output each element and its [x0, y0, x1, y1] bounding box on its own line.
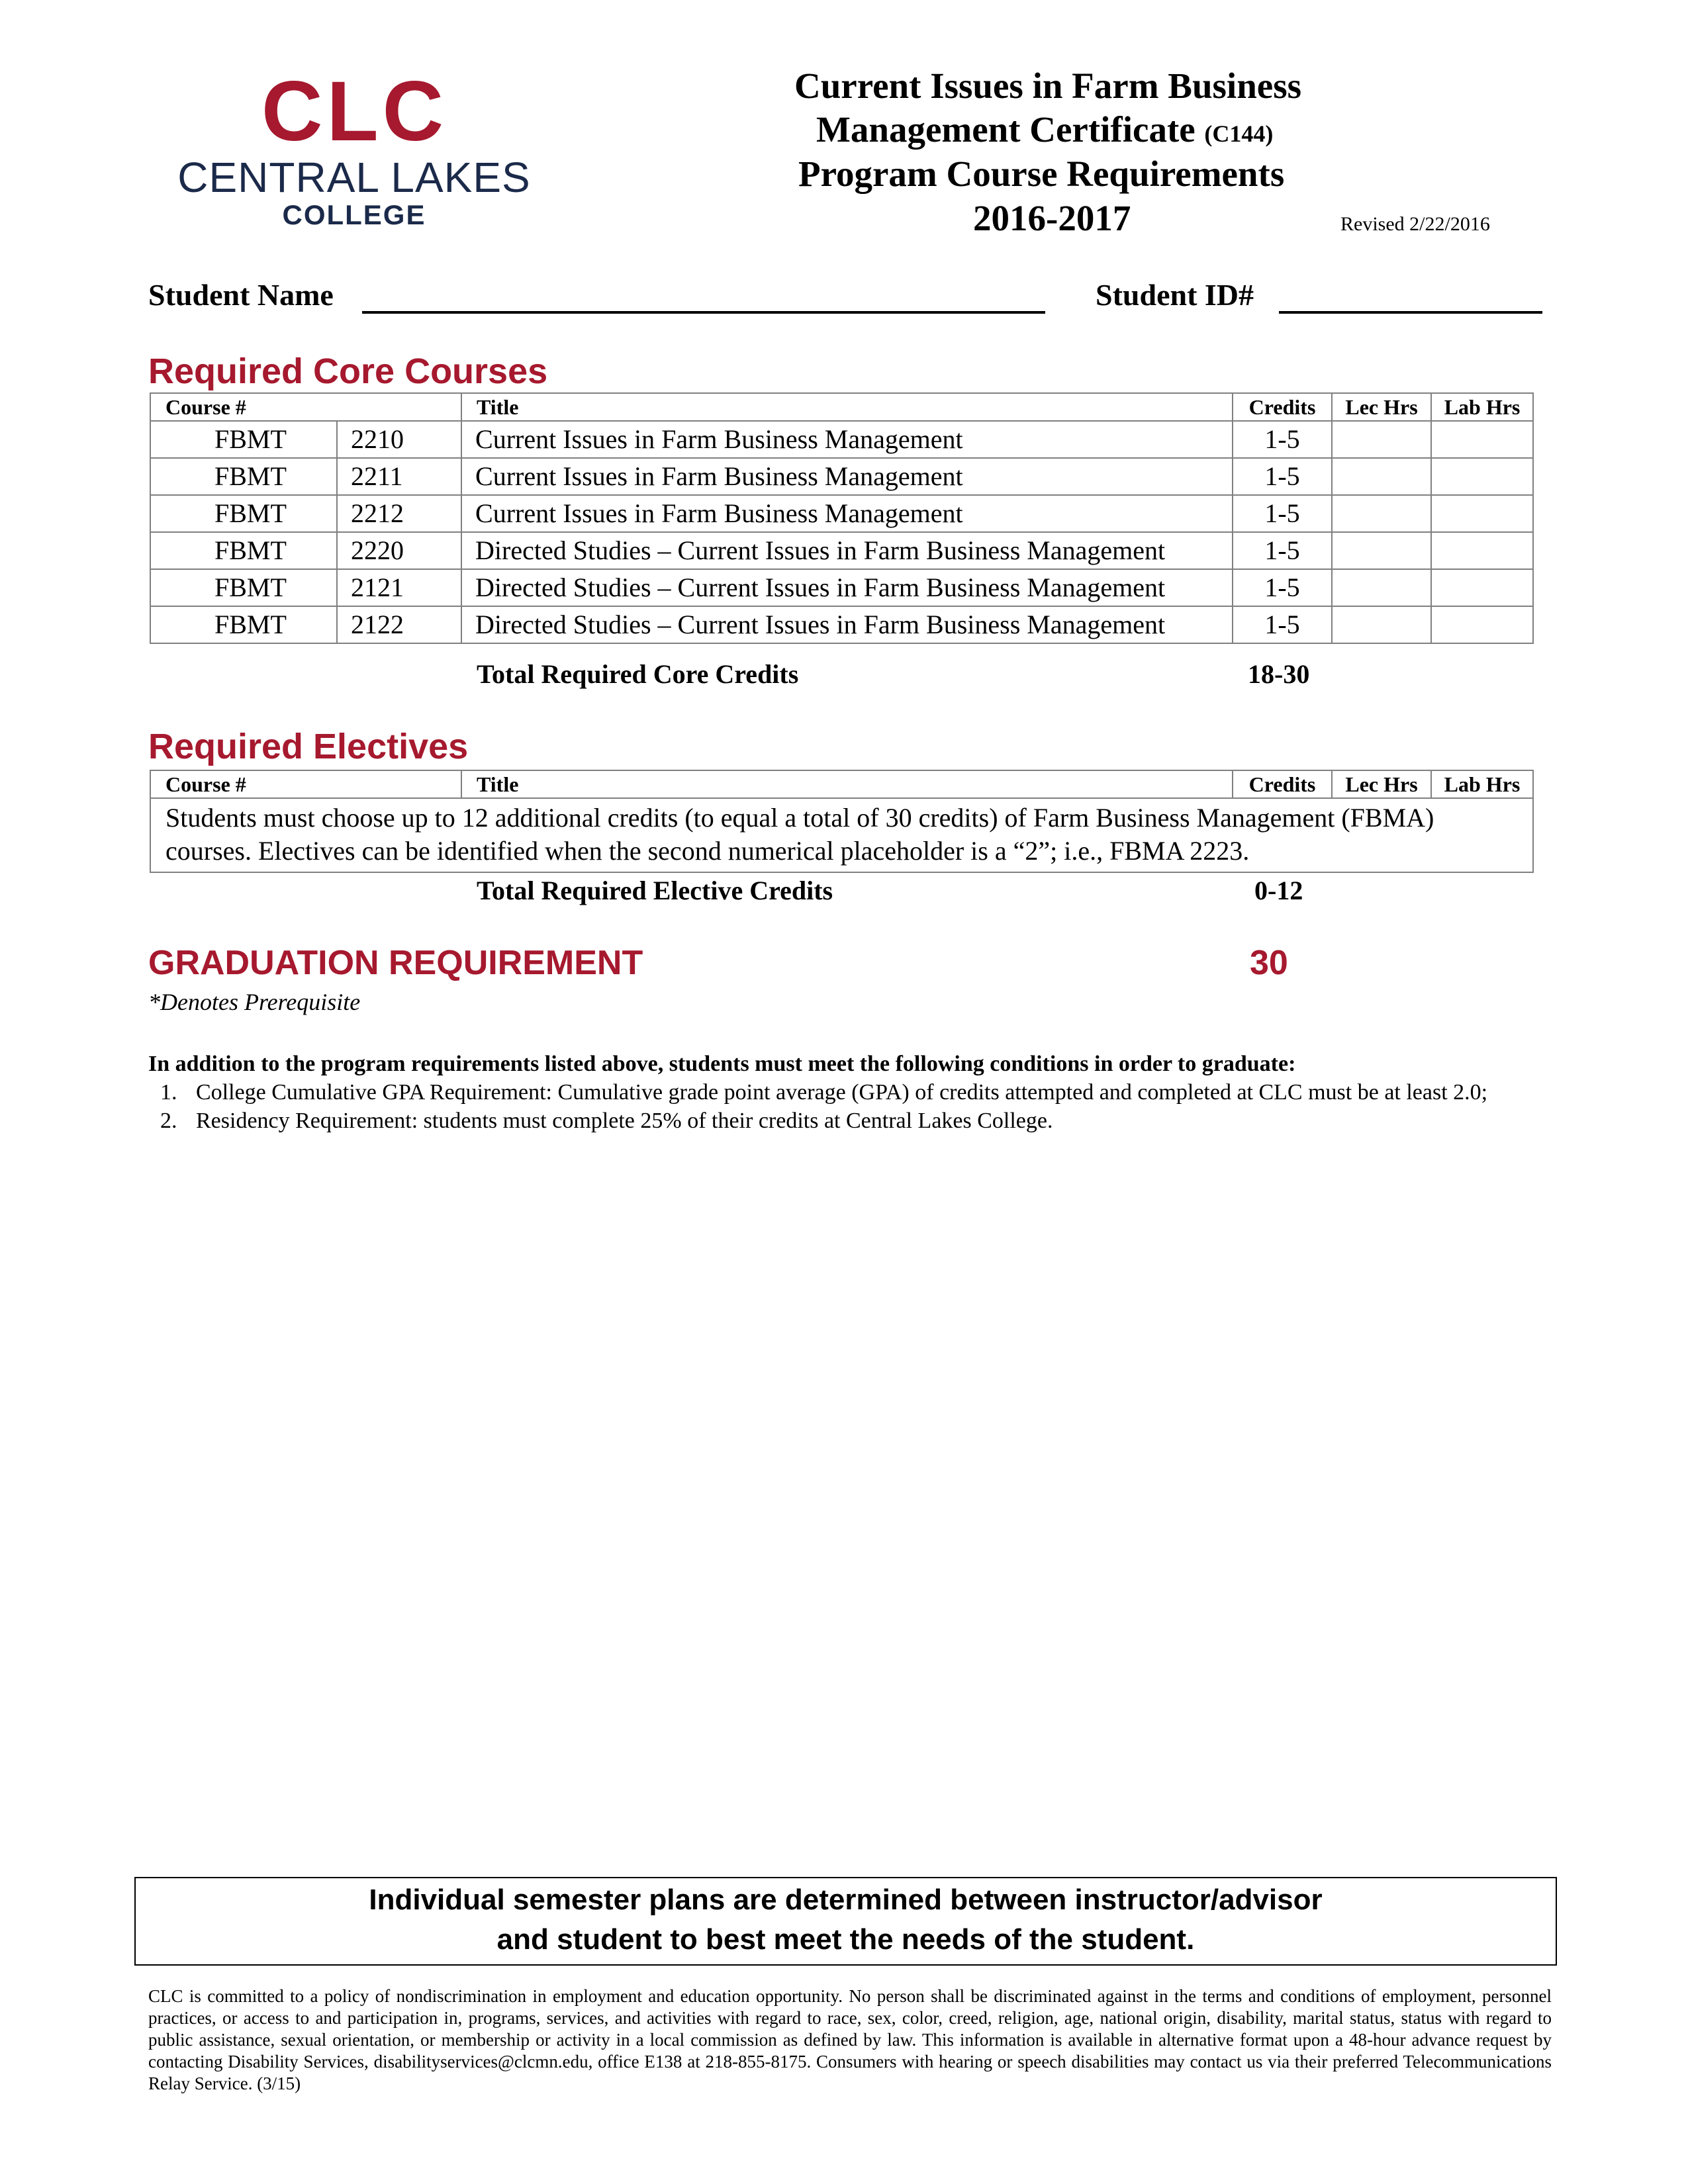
- course-lec-hrs: [1332, 532, 1431, 569]
- college-logo: [169, 64, 539, 235]
- course-lec-hrs: [1332, 495, 1431, 532]
- col-lab-hrs: Lab Hrs: [1431, 770, 1533, 798]
- course-lab-hrs: [1431, 458, 1533, 495]
- title-line-2: [816, 109, 1273, 155]
- check-cell: [150, 606, 214, 643]
- plan-line-2: and student to best meet the needs of the student.: [496, 1923, 1195, 1956]
- col-credits: Credits: [1233, 770, 1332, 798]
- table-row: [150, 458, 1533, 495]
- logo-mark: CLC: [261, 64, 448, 159]
- catalog-year: 2016-2017: [973, 198, 1131, 238]
- item-text: College Cumulative GPA Requirement: Cumulative grade point average (GPA) of credits attempted and completed at CLC must be at least 2.0;: [196, 1080, 1488, 1105]
- check-cell: [150, 495, 214, 532]
- course-lec-hrs: [1332, 458, 1431, 495]
- course-subject: FBMT: [214, 606, 337, 643]
- course-number: 2212: [337, 495, 461, 532]
- title-line-2-text: Management Certificate: [816, 109, 1196, 150]
- table-row: [150, 569, 1533, 606]
- table-row: [150, 421, 1533, 458]
- course-credits: 1-5: [1233, 606, 1332, 643]
- student-id-field[interactable]: [1279, 278, 1542, 314]
- list-item: [148, 1078, 1548, 1107]
- course-lec-hrs: [1332, 421, 1431, 458]
- col-title: Title: [461, 393, 1233, 421]
- electives-total-value: 0-12: [1254, 876, 1303, 905]
- logo-sub: COLLEGE: [282, 199, 426, 230]
- revised-date: Revised 2/22/2016: [1340, 213, 1490, 235]
- table-row: [150, 532, 1533, 569]
- electives-table: [150, 770, 1534, 873]
- logo-name: CENTRAL LAKES: [177, 154, 531, 201]
- course-credits: 1-5: [1233, 421, 1332, 458]
- conditions-intro: In addition to the program requirements listed above, students must meet the following conditions in order to graduate:: [148, 1052, 1296, 1076]
- check-cell: [150, 458, 214, 495]
- electives-total-label: Total Required Elective Credits: [477, 876, 833, 905]
- course-title: Directed Studies – Current Issues in Farm Business Management: [461, 532, 1233, 569]
- core-courses-table: [150, 392, 1534, 644]
- course-number: 2122: [337, 606, 461, 643]
- plan-line-1: Individual semester plans are determined between instructor/advisor: [369, 1884, 1323, 1916]
- prerequisite-note: *Denotes Prerequisite: [148, 989, 361, 1015]
- course-credits: 1-5: [1233, 458, 1332, 495]
- course-number: 2211: [337, 458, 461, 495]
- course-subject: FBMT: [214, 458, 337, 495]
- course-subject: FBMT: [214, 421, 337, 458]
- check-cell: [150, 569, 214, 606]
- col-course: Course #: [150, 393, 461, 421]
- check-cell: [150, 532, 214, 569]
- course-credits: 1-5: [1233, 569, 1332, 606]
- check-cell: [150, 421, 214, 458]
- conditions-list: [148, 1078, 1548, 1135]
- student-id-label: Student ID#: [1096, 278, 1254, 312]
- graduation-requirement-value: 30: [1250, 944, 1288, 982]
- program-code: (C144): [1204, 120, 1274, 147]
- course-number: 2210: [337, 421, 461, 458]
- course-lab-hrs: [1431, 495, 1533, 532]
- list-item: [148, 1107, 1548, 1135]
- course-lab-hrs: [1431, 569, 1533, 606]
- col-course: Course #: [150, 770, 461, 798]
- course-subject: FBMT: [214, 532, 337, 569]
- course-lab-hrs: [1431, 606, 1533, 643]
- col-title: Title: [461, 770, 1233, 798]
- table-row: [150, 606, 1533, 643]
- item-number: 1.: [160, 1080, 177, 1105]
- item-number: 2.: [160, 1109, 177, 1133]
- title-line-3: Program Course Requirements: [798, 154, 1285, 194]
- electives-table-header: [150, 770, 1533, 798]
- electives-heading: Required Electives: [148, 727, 469, 766]
- course-lec-hrs: [1332, 606, 1431, 643]
- course-credits: 1-5: [1233, 532, 1332, 569]
- course-number: 2220: [337, 532, 461, 569]
- core-heading: Required Core Courses: [148, 351, 548, 391]
- course-number: 2121: [337, 569, 461, 606]
- course-lab-hrs: [1431, 421, 1533, 458]
- core-total-value: 18-30: [1248, 659, 1310, 689]
- course-title: Current Issues in Farm Business Management: [461, 421, 1233, 458]
- course-title: Current Issues in Farm Business Management: [461, 495, 1233, 532]
- student-name-field[interactable]: [362, 278, 1045, 314]
- student-name-label: Student Name: [148, 278, 334, 312]
- course-title: Directed Studies – Current Issues in Farm Business Management: [461, 606, 1233, 643]
- table-row: [150, 798, 1533, 872]
- course-lab-hrs: [1431, 532, 1533, 569]
- nondiscrimination-statement: CLC is committed to a policy of nondiscrimination in employment and education opportunity. No person shall be discriminated against in the terms and conditions of employment, personnel practices, or access to and participation in, programs, services, and activities with regard to race, sex, color, creed, religion, age, national origin, disability, marital status, status with regard to public assistance, sexual orientation, or membership or activity in a local commission as defined by law. This information is available in alternative format upon a 48-hour advance request by contacting Disability Services, disabilityservices@clcmn.edu, office E138 at 218-855-8175. Consumers with hearing or speech disabilities may contact us via their preferred Telecommunications Relay Service. (3/15): [148, 1986, 1552, 2093]
- col-credits: Credits: [1233, 393, 1332, 421]
- item-text: Residency Requirement: students must complete 25% of their credits at Central Lakes College.: [196, 1109, 1053, 1133]
- core-total-label: Total Required Core Credits: [477, 659, 799, 689]
- course-lec-hrs: [1332, 569, 1431, 606]
- course-title: Current Issues in Farm Business Management: [461, 458, 1233, 495]
- course-subject: FBMT: [214, 495, 337, 532]
- col-lab-hrs: Lab Hrs: [1431, 393, 1533, 421]
- col-lec-hrs: Lec Hrs: [1332, 770, 1431, 798]
- semester-plan-box: [134, 1877, 1557, 1966]
- graduation-requirement-label: GRADUATION REQUIREMENT: [148, 944, 643, 982]
- course-subject: FBMT: [214, 569, 337, 606]
- table-row: [150, 495, 1533, 532]
- electives-note: Students must choose up to 12 additional credits (to equal a total of 30 credits) of Farm Business Management (FBMA) courses. Electives can be identified when the second numerical placeholder is a “2”; i.e., FBMA 2223.: [150, 798, 1533, 872]
- course-credits: 1-5: [1233, 495, 1332, 532]
- col-lec-hrs: Lec Hrs: [1332, 393, 1431, 421]
- title-line-1: Current Issues in Farm Business: [794, 66, 1302, 106]
- core-table-header: [150, 393, 1533, 421]
- course-title: Directed Studies – Current Issues in Farm Business Management: [461, 569, 1233, 606]
